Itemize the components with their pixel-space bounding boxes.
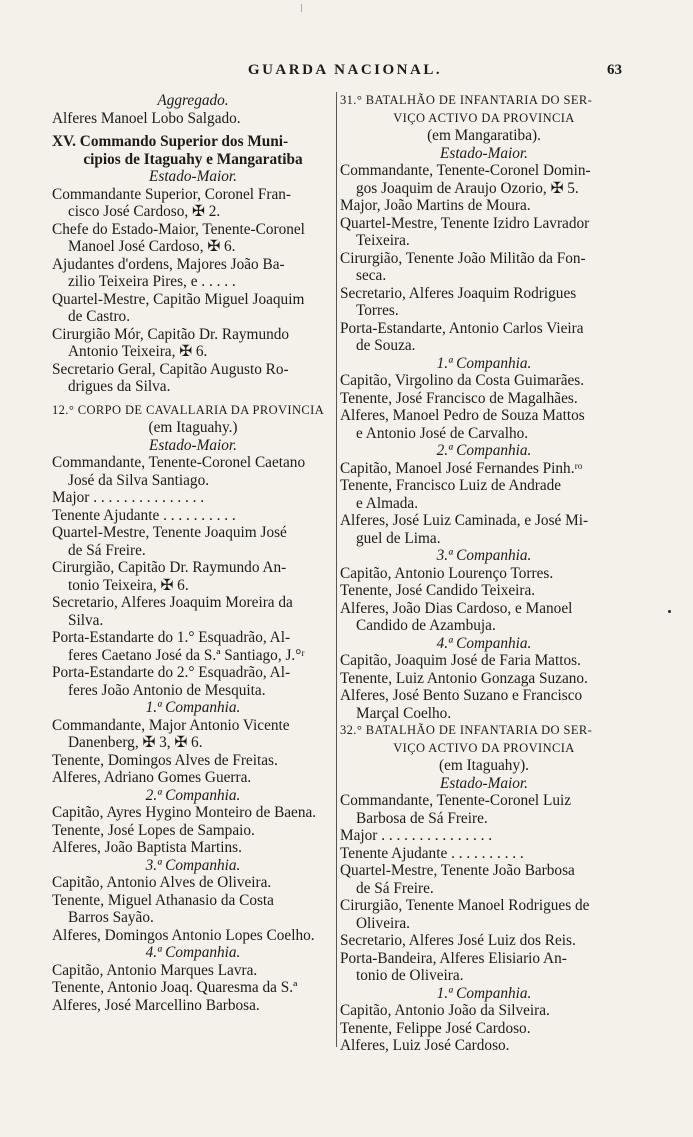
- text-line: Chefe do Estado-Maior, Tenente-Coronel: [52, 220, 305, 238]
- page-number: 63: [607, 62, 622, 78]
- text-line: (em Itaguahy.): [148, 419, 238, 436]
- text-line: (em Itaguahy).: [438, 757, 530, 774]
- text-line: feres Caetano José da S.ª Santiago, J.°ʳ: [68, 646, 305, 664]
- unit-title: VIÇO ACTIVO DA PROVINCIA: [393, 740, 575, 755]
- text-line: Major . . . . . . . . . . . . . . .: [52, 489, 205, 506]
- text-line: Alferes, Luiz José Cardoso.: [340, 1037, 510, 1054]
- text-line: Alferes, José Marcellino Barbosa.: [52, 996, 260, 1014]
- section-heading: 3.ª Companhia.: [145, 856, 241, 874]
- text-line: Commandante, Major Antonio Vicente: [52, 716, 290, 734]
- text-line: Torres.: [356, 302, 399, 319]
- text-line: Porta-Estandarte do 1.° Esquadrão, Al-: [52, 629, 291, 646]
- text-line: de Castro.: [68, 308, 131, 325]
- text-line: Tenente, Luiz Antonio Gonzaga Suzano.: [340, 669, 588, 687]
- text-line: Major . . . . . . . . . . . . . . .: [340, 827, 493, 844]
- text-line: Alferes Manoel Lobo Salgado.: [52, 109, 241, 127]
- section-heading: 2.ª Companhia.: [436, 442, 532, 459]
- text-line: Capitão, Manoel José Fernandes Pinh.ʳᵒ: [340, 459, 583, 477]
- section-heading: Estado-Maior.: [149, 436, 237, 454]
- section-heading: Estado-Maior.: [440, 144, 528, 162]
- text-line: Major, João Martins de Moura.: [340, 197, 531, 214]
- text-line: tonio de Oliveira.: [356, 967, 464, 984]
- text-line: Tenente, Felippe José Cardoso.: [340, 1019, 531, 1037]
- text-line: feres João Antonio de Mesquita.: [68, 681, 266, 699]
- text-line: Tenente Ajudante . . . . . . . . . .: [340, 844, 524, 862]
- text-line: Manoel José Cardoso, ✠ 6.: [68, 238, 236, 255]
- text-line: Cirurgião, Tenente Manoel Rodrigues de: [340, 897, 590, 914]
- text-line: Capitão, Antonio Alves de Oliveira.: [52, 874, 272, 891]
- text-line: Alferes, José Bento Suzano e Francisco: [340, 687, 583, 704]
- section-heading: 4.ª Companhia.: [436, 634, 532, 652]
- text-line: Tenente, Antonio Joaq. Quaresma da S.ª: [52, 979, 298, 996]
- text-line: Ajudantes d'ordens, Majores João Ba-: [52, 255, 285, 273]
- text-line: Porta-Estandarte, Antonio Carlos Vieira: [340, 319, 584, 337]
- unit-title: 32.° BATALHÃO DE INFANTARIA DO SER-: [340, 723, 593, 737]
- unit-title: 31.° BATALHÃO DE INFANTARIA DO SER-: [340, 93, 593, 107]
- text-line: de Souza.: [356, 337, 416, 354]
- unit-title: cipios de Itaguahy e Mangaratiba: [83, 150, 303, 168]
- text-line: Secretario, Alferes Joaquim Moreira da: [52, 594, 293, 611]
- section-heading: Aggregado.: [157, 92, 229, 109]
- text-line: Alferes, João Dias Cardoso, e Manoel: [340, 599, 573, 617]
- unit-title: VIÇO ACTIVO DA PROVINCIA: [393, 110, 575, 125]
- text-line: Tenente, Miguel Athanasio da Costa: [52, 891, 274, 909]
- scan-mark: [301, 4, 302, 12]
- text-line: Commandante Superior, Coronel Fran-: [52, 185, 291, 203]
- text-line: Tenente, Domingos Alves de Freitas.: [52, 751, 278, 769]
- section-heading: 2.ª Companhia.: [145, 786, 241, 804]
- text-line: Tenente Ajudante . . . . . . . . . .: [52, 506, 236, 524]
- ink-speck: [668, 610, 671, 613]
- text-line: Teixeira.: [356, 232, 410, 249]
- text-line: Commandante, Tenente-Coronel Domin-: [340, 162, 591, 179]
- text-line: Secretario Geral, Capitão Augusto Ro-: [52, 360, 289, 378]
- text-line: José da Silva Santiago.: [68, 471, 210, 489]
- text-line: Tenente, José Francisco de Magalhães.: [340, 389, 578, 407]
- left-column: [52, 92, 334, 1014]
- column-divider: [336, 92, 337, 1047]
- text-line: Quartel-Mestre, Tenente Joaquim José: [52, 524, 287, 541]
- unit-title: XV. Commando Superior dos Muni-: [52, 133, 289, 150]
- section-heading: 3.ª Companhia.: [436, 547, 532, 564]
- text-line: Barros Sayão.: [68, 909, 154, 926]
- text-line: Cirurgião, Tenente João Militão da Fon-: [340, 249, 586, 267]
- text-line: Marçal Coelho.: [356, 704, 452, 722]
- page-header: [60, 62, 630, 84]
- text-line: Barbosa de Sá Freire.: [356, 809, 488, 827]
- text-line: Alferes, José Luiz Caminada, e José Mi-: [340, 512, 589, 529]
- text-line: Commandante, Tenente-Coronel Luiz: [340, 792, 572, 809]
- text-line: Porta-Estandarte do 2.° Esquadrão, Al-: [52, 664, 291, 681]
- text-line: (em Mangaratiba).: [427, 127, 541, 144]
- text-line: drigues da Silva.: [68, 378, 171, 395]
- text-line: guel de Lima.: [356, 529, 441, 547]
- text-line: Quartel-Mestre, Capitão Miguel Joaquim: [52, 290, 305, 308]
- text-line: Commandante, Tenente-Coronel Caetano: [52, 454, 306, 471]
- text-line: de Sá Freire.: [68, 541, 146, 559]
- text-line: Alferes, Adriano Gomes Guerra.: [52, 769, 252, 786]
- text-line: Capitão, Ayres Hygino Monteiro de Baena.: [52, 804, 317, 821]
- text-line: e Almada.: [356, 494, 419, 512]
- text-line: Alferes, João Baptista Martins.: [52, 839, 242, 856]
- section-heading: 1.ª Companhia.: [145, 699, 241, 716]
- text-line: gos Joaquim de Araujo Ozorio, ✠ 5.: [356, 179, 579, 197]
- text-line: seca.: [356, 267, 387, 284]
- text-line: Oliveira.: [356, 914, 410, 932]
- text-line: Tenente, José Lopes de Sampaio.: [52, 821, 255, 839]
- section-heading: Estado-Maior.: [440, 774, 528, 792]
- text-line: Porta-Bandeira, Alferes Elisiario An-: [340, 949, 567, 967]
- text-line: Candido de Azambuja.: [356, 617, 496, 634]
- text-line: Cirurgião Mór, Capitão Dr. Raymundo: [52, 325, 290, 343]
- running-title: GUARDA NACIONAL.: [247, 62, 443, 78]
- text-line: Quartel-Mestre, Tenente João Barbosa: [340, 862, 575, 879]
- text-line: Cirurgião, Capitão Dr. Raymundo An-: [52, 559, 287, 576]
- text-line: tonio Teixeira, ✠ 6.: [68, 576, 189, 594]
- section-heading: 4.ª Companhia.: [145, 944, 241, 961]
- text-line: zilio Teixeira Pires, e . . . . .: [68, 273, 236, 290]
- text-line: Capitão, Antonio Marques Lavra.: [52, 961, 258, 979]
- right-column: [340, 92, 628, 1055]
- text-line: e Antonio José de Carvalho.: [356, 424, 529, 442]
- unit-title: 12.° CORPO DE CAVALLARIA DA PROVINCIA: [52, 402, 325, 417]
- text-line: Quartel-Mestre, Tenente Izidro Lavrador: [340, 214, 590, 232]
- text-line: Capitão, Joaquim José de Faria Mattos.: [340, 652, 581, 669]
- text-line: de Sá Freire.: [356, 879, 434, 897]
- text-line: cisco José Cardoso, ✠ 2.: [68, 203, 221, 220]
- text-line: Tenente, Francisco Luiz de Andrade: [340, 477, 562, 494]
- section-heading: 1.ª Companhia.: [436, 984, 532, 1002]
- text-line: Alferes, Manoel Pedro de Souza Mattos: [340, 407, 585, 424]
- text-line: Danenberg, ✠ 3, ✠ 6.: [68, 734, 203, 751]
- section-heading: 1.ª Companhia.: [436, 354, 532, 372]
- text-line: Capitão, Antonio João da Silveira.: [340, 1002, 550, 1019]
- text-line: Capitão, Virgolino da Costa Guimarães.: [340, 372, 585, 389]
- text-line: Tenente, José Candido Teixeira.: [340, 582, 536, 599]
- text-line: Secretario, Alferes Joaquim Rodrigues: [340, 284, 577, 302]
- text-line: Antonio Teixeira, ✠ 6.: [68, 343, 208, 360]
- section-heading: Estado-Maior.: [149, 168, 237, 185]
- text-line: Alferes, Domingos Antonio Lopes Coelho.: [52, 926, 315, 944]
- text-line: Secretario, Alferes José Luiz dos Reis.: [340, 932, 576, 949]
- text-line: Capitão, Antonio Lourenço Torres.: [340, 564, 554, 582]
- text-line: Silva.: [68, 611, 104, 629]
